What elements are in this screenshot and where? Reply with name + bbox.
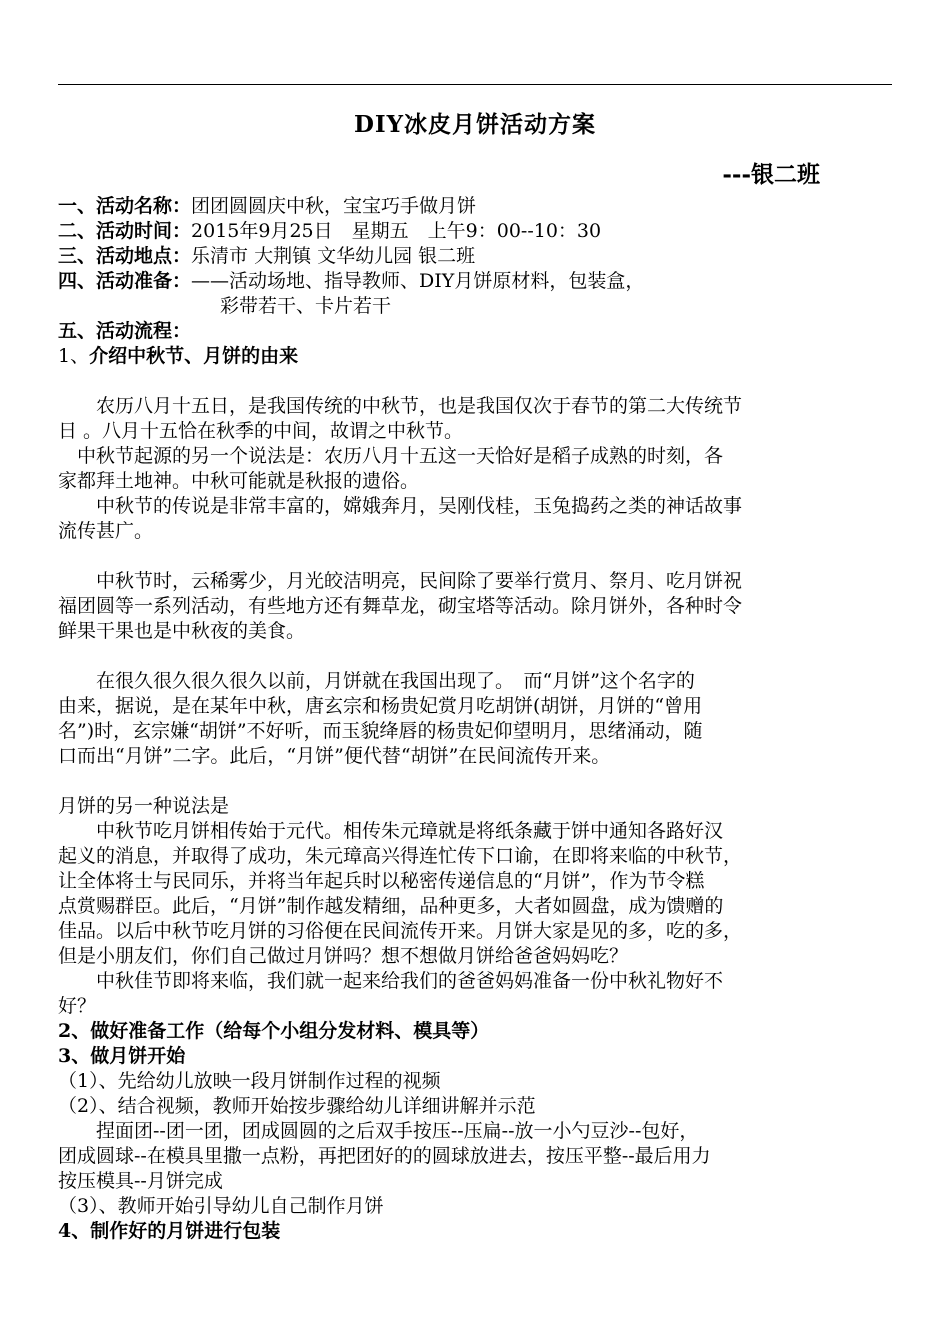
- class-signature: ---银二班: [722, 161, 820, 188]
- section-4-heading: 4、制作好的月饼进行包装: [58, 1220, 281, 1242]
- paragraph-line: 名”)时，玄宗嫌“胡饼”不好听，而玉貌绛唇的杨贵妃仰望明月，思绪涌动，随: [58, 720, 703, 742]
- step-line: 按压模具--月饼完成: [58, 1170, 223, 1192]
- paragraph-line: 鲜果干果也是中秋夜的美食。: [58, 620, 306, 642]
- step-line: 团成圆球--在模具里撒一点粉，再把团好的的圆球放进去，按压平整--最后用力: [58, 1145, 711, 1167]
- info-time: 二、活动时间：2015年9月25日 星期五 上午9：00--10：30: [58, 220, 602, 242]
- paragraph-line: 点赏赐群臣。此后，“月饼”制作越发精细，品种更多，大者如圆盘，成为馈赠的: [58, 895, 724, 917]
- step-line: （2）、结合视频，教师开始按步骤给幼儿详细讲解并示范: [58, 1095, 536, 1117]
- paragraph-line: 让全体将士与民同乐，并将当年起兵时以秘密传递信息的“月饼”，作为节令糕: [58, 870, 705, 892]
- paragraph-line: 月饼的另一种说法是: [58, 795, 230, 817]
- paragraph-line: 中秋节起源的另一个说法是：农历八月十五这一天恰好是稻子成熟的时刻，各: [58, 445, 724, 467]
- paragraph-line: 由来，据说，是在某年中秋，唐玄宗和杨贵妃赏月吃胡饼(胡饼，月饼的“曾用: [58, 695, 703, 717]
- paragraph-line: 农历八月十五日，是我国传统的中秋节，也是我国仅次于春节的第二大传统节: [58, 395, 743, 417]
- paragraph-line: [58, 769, 894, 794]
- info-place: 三、活动地点：乐清市 大荆镇 文华幼儿园 银二班: [58, 245, 476, 267]
- section-3-heading: 3、做月饼开始: [58, 1045, 186, 1067]
- spacer: [58, 369, 894, 394]
- paragraph-line: 口而出“月饼”二字。此后，“月饼”便代替“胡饼”在民间流传开来。: [58, 745, 611, 767]
- paragraph-line: 福团圆等一系列活动，有些地方还有舞草龙，砌宝塔等活动。除月饼外，各种时令: [58, 595, 743, 617]
- info-flow: 五、活动流程：: [58, 320, 192, 342]
- document-body: [58, 194, 894, 1244]
- step-line: （1）、先给幼儿放映一段月饼制作过程的视频: [58, 1070, 441, 1092]
- section-1-heading: 1、介绍中秋节、月饼的由来: [58, 345, 299, 367]
- document-title: DIY冰皮月饼活动方案: [353, 111, 597, 138]
- section-2-heading: 2、做好准备工作（给每个小组分发材料、模具等）: [58, 1020, 490, 1042]
- info-prep: 四、活动准备：——活动场地、指导教师、DIY月饼原材料，包装盒，: [58, 270, 645, 292]
- paragraph-line: 好？: [58, 995, 97, 1017]
- paragraph-line: 在很久很久很久很久以前，月饼就在我国出现了。 而“月饼”这个名字的: [58, 670, 695, 692]
- paragraph-line: 日 。八月十五恰在秋季的中间，故谓之中秋节。: [58, 420, 464, 442]
- paragraph-line: 中秋节的传说是非常丰富的，嫦娥奔月，吴刚伐桂，玉兔捣药之类的神话故事: [58, 495, 743, 517]
- paragraph-line: [58, 544, 894, 569]
- paragraph-line: 中秋节吃月饼相传始于元代。相传朱元璋就是将纸条藏于饼中通知各路好汉: [58, 820, 724, 842]
- paragraph-line: [58, 644, 894, 669]
- paragraph-line: 家都拜土地神。中秋可能就是秋报的遗俗。: [58, 470, 420, 492]
- paragraph-line: 佳品。以后中秋节吃月饼的习俗便在民间流传开来。月饼大家是见的多，吃的多，: [58, 920, 743, 942]
- paragraph-line: 起义的消息，并取得了成功，朱元璋高兴得连忙传下口谕，在即将来临的中秋节，: [58, 845, 743, 867]
- step-line: （3）、教师开始引导幼儿自己制作月饼: [58, 1195, 384, 1217]
- paragraph-line: 中秋节时，云稀雾少，月光皎洁明亮，民间除了要举行赏月、祭月、吃月饼祝: [58, 570, 743, 592]
- info-prep-cont: 彩带若干、卡片若干: [220, 295, 392, 317]
- paragraph-line: 中秋佳节即将来临，我们就一起来给我们的爸爸妈妈准备一份中秋礼物好不: [58, 970, 724, 992]
- paragraph-line: 流传甚广。: [58, 520, 154, 542]
- info-name: 一、活动名称：团团圆圆庆中秋，宝宝巧手做月饼: [58, 195, 477, 217]
- step-line: 捏面团--团一团，团成圆圆的之后双手按压--压扁--放一小勺豆沙--包好，: [58, 1120, 699, 1142]
- header-rule: [58, 84, 892, 85]
- paragraph-line: 但是小朋友们，你们自己做过月饼吗？想不想做月饼给爸爸妈妈吃？: [58, 945, 629, 967]
